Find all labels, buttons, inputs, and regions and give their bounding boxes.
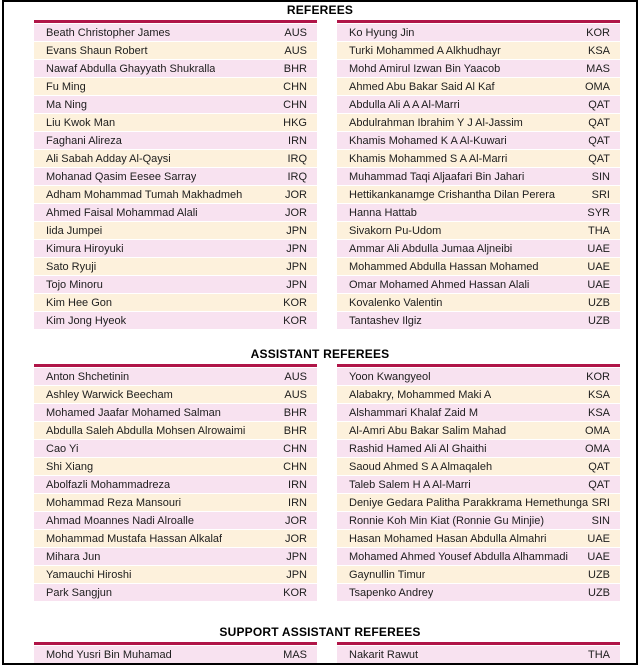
- country-code: UAE: [587, 532, 610, 545]
- table-row: [34, 150, 317, 167]
- assistant-referees-table-right: [337, 364, 620, 601]
- country-code: IRN: [288, 134, 307, 147]
- country-code: JOR: [285, 188, 307, 201]
- table-row: [34, 476, 317, 493]
- table-row: [34, 258, 317, 275]
- table-row: [34, 512, 317, 529]
- referee-name: Rashid Hamed Ali Al Ghaithi: [349, 442, 487, 455]
- country-code: JOR: [285, 206, 307, 219]
- referee-name: Al-Amri Abu Bakar Salim Mahad: [349, 424, 507, 437]
- table-row: [34, 566, 317, 583]
- table-row: [34, 422, 317, 439]
- referee-name: Mohammed Abdulla Hassan Mohamed: [349, 260, 539, 273]
- table-row: [337, 42, 620, 59]
- referee-name: Ammar Ali Abdulla Jumaa Aljneibi: [349, 242, 513, 255]
- table-row: [337, 258, 620, 275]
- country-code: IRQ: [287, 170, 307, 183]
- referee-name: Hasan Mohamed Hasan Abdulla Almahri: [349, 532, 547, 545]
- referee-name: Kimura Hiroyuki: [46, 242, 124, 255]
- referee-name: Alshammari Khalaf Zaid M: [349, 406, 478, 419]
- table-row: [34, 240, 317, 257]
- referee-name: Ko Hyung Jin: [349, 26, 415, 39]
- table-row: [337, 132, 620, 149]
- country-code: THA: [588, 648, 610, 661]
- assistant-referees-table-left: [34, 364, 317, 601]
- country-code: MAS: [586, 62, 610, 75]
- country-code: KOR: [283, 296, 307, 309]
- support-assistant-referees-table-left: [34, 642, 317, 663]
- table-row: [34, 42, 317, 59]
- referees-table-left: [34, 20, 317, 329]
- referee-name: Park Sangjun: [46, 586, 113, 599]
- table-row: [337, 114, 620, 131]
- referee-name: Khamis Mohammed S A Al-Marri: [349, 152, 508, 165]
- country-code: UZB: [588, 296, 610, 309]
- referee-name: Kim Jong Hyeok: [46, 314, 127, 327]
- referee-name: Hanna Hattab: [349, 206, 417, 219]
- country-code: SYR: [587, 206, 610, 219]
- country-code: THA: [588, 224, 610, 237]
- referee-name: Hettikankanamge Crishantha Dilan Perera: [349, 188, 556, 201]
- country-code: CHN: [283, 98, 307, 111]
- table-row: [34, 96, 317, 113]
- section-title: ASSISTANT REFEREES: [250, 347, 390, 361]
- referee-name: Mohamed Ahmed Yousef Abdulla Alhammadi: [349, 550, 568, 563]
- country-code: OMA: [584, 424, 610, 437]
- table-row: [34, 60, 317, 77]
- referee-name: Gaynullin Timur: [349, 568, 426, 581]
- table-row: [34, 530, 317, 547]
- table-row: [34, 204, 317, 221]
- country-code: KOR: [586, 370, 610, 383]
- referee-name: Abdulla Saleh Abdulla Mohsen Alrowaimi: [46, 424, 246, 437]
- country-code: KSA: [587, 406, 610, 419]
- country-code: UAE: [587, 260, 610, 273]
- table-row: [337, 476, 620, 493]
- table-row: [337, 530, 620, 547]
- table-row: [34, 168, 317, 185]
- country-code: HKG: [283, 116, 307, 129]
- country-code: CHN: [283, 442, 307, 455]
- country-code: BHR: [283, 406, 307, 419]
- table-row: [34, 494, 317, 511]
- table-row: [337, 60, 620, 77]
- country-code: SIN: [591, 514, 610, 527]
- section-assistant-referees: [0, 347, 640, 601]
- table-row: [337, 566, 620, 583]
- referee-name: Beath Christopher James: [46, 26, 171, 39]
- country-code: AUS: [284, 388, 307, 401]
- table-row: [337, 368, 620, 385]
- support-assistant-referees-tables: [0, 642, 640, 663]
- referee-name: Tojo Minoru: [46, 278, 103, 291]
- country-code: QAT: [588, 98, 610, 111]
- country-code: JPN: [286, 278, 307, 291]
- country-code: KOR: [283, 314, 307, 327]
- table-row: [34, 78, 317, 95]
- country-code: KOR: [283, 586, 307, 599]
- country-code: UAE: [587, 242, 610, 255]
- country-code: JPN: [286, 260, 307, 273]
- referee-name: Mohd Yusri Bin Muhamad: [46, 648, 172, 661]
- referee-name: Taleb Salem H A Al-Marri: [349, 478, 471, 491]
- country-code: JPN: [286, 224, 307, 237]
- section-title: SUPPORT ASSISTANT REFEREES: [219, 625, 421, 639]
- referee-name: Cao Yi: [46, 442, 79, 455]
- table-row: [34, 312, 317, 329]
- table-row: [34, 646, 317, 663]
- referee-name: Omar Mohamed Ahmed Hassan Alali: [349, 278, 530, 291]
- table-row: [337, 512, 620, 529]
- referee-name: Ahmed Faisal Mohammad Alali: [46, 206, 198, 219]
- country-code: JPN: [286, 550, 307, 563]
- referee-name: Adham Mohammad Tumah Makhadmeh: [46, 188, 243, 201]
- country-code: BHR: [283, 424, 307, 437]
- referees-table-right: [337, 20, 620, 329]
- referee-name: Mohd Amirul Izwan Bin Yaacob: [349, 62, 501, 75]
- table-row: [34, 132, 317, 149]
- referee-name: Khamis Mohamed K A Al-Kuwari: [349, 134, 507, 147]
- country-code: UAE: [587, 278, 610, 291]
- referee-name: Abdulla Ali A A Al-Marri: [349, 98, 460, 111]
- table-row: [337, 422, 620, 439]
- referee-name: Sivakorn Pu-Udom: [349, 224, 442, 237]
- table-row: [337, 584, 620, 601]
- table-row: [34, 276, 317, 293]
- country-code: IRN: [288, 496, 307, 509]
- table-row: [337, 222, 620, 239]
- country-code: UZB: [588, 586, 610, 599]
- country-code: JOR: [285, 514, 307, 527]
- country-code: QAT: [588, 478, 610, 491]
- referee-name: Tantashev Ilgiz: [349, 314, 422, 327]
- table-row: [337, 548, 620, 565]
- support-assistant-referees-table-right: [337, 642, 620, 663]
- referee-name: Fu Ming: [46, 80, 86, 93]
- referee-name: Ashley Warwick Beecham: [46, 388, 173, 401]
- assistant-referees-tables: [0, 364, 640, 601]
- referee-name: Yoon Kwangyeol: [349, 370, 431, 383]
- referee-name: Tsapenko Andrey: [349, 586, 434, 599]
- table-row: [34, 548, 317, 565]
- referee-name: Ahmad Moannes Nadi Alroalle: [46, 514, 194, 527]
- table-row: [34, 114, 317, 131]
- country-code: JOR: [285, 532, 307, 545]
- referee-name: Mihara Jun: [46, 550, 101, 563]
- country-code: AUS: [284, 370, 307, 383]
- referee-name: Shi Xiang: [46, 460, 94, 473]
- table-row: [34, 458, 317, 475]
- referee-name: Mohanad Qasim Eesee Sarray: [46, 170, 197, 183]
- country-code: JPN: [286, 242, 307, 255]
- country-code: JPN: [286, 568, 307, 581]
- referee-name: Ma Ning: [46, 98, 87, 111]
- country-code: CHN: [283, 80, 307, 93]
- referee-name: Kovalenko Valentin: [349, 296, 443, 309]
- country-code: IRN: [288, 478, 307, 491]
- referee-name: Turki Mohammed A Alkhudhayr: [349, 44, 501, 57]
- country-code: UZB: [588, 568, 610, 581]
- table-row: [337, 458, 620, 475]
- country-code: SIN: [591, 170, 610, 183]
- referee-name: Ahmed Abu Bakar Said Al Kaf: [349, 80, 495, 93]
- country-code: KSA: [587, 388, 610, 401]
- table-row: [34, 404, 317, 421]
- table-row: [337, 168, 620, 185]
- country-code: IRQ: [287, 152, 307, 165]
- referee-name: Kim Hee Gon: [46, 296, 113, 309]
- country-code: MAS: [283, 648, 307, 661]
- table-row: [337, 294, 620, 311]
- referee-name: Sato Ryuji: [46, 260, 97, 273]
- table-row: [34, 222, 317, 239]
- table-row: [34, 440, 317, 457]
- country-code: AUS: [284, 44, 307, 57]
- referee-name: Evans Shaun Robert: [46, 44, 148, 57]
- referee-name: Mohamed Jaafar Mohamed Salman: [46, 406, 221, 419]
- table-row: [34, 368, 317, 385]
- country-code: CHN: [283, 460, 307, 473]
- referee-name: Mohammad Mustafa Hassan Alkalaf: [46, 532, 223, 545]
- referee-name: Alabakry, Mohammed Maki A: [349, 388, 492, 401]
- table-row: [34, 294, 317, 311]
- table-row: [337, 276, 620, 293]
- table-row: [337, 96, 620, 113]
- referee-name: Ali Sabah Adday Al-Qaysi: [46, 152, 171, 165]
- country-code: AUS: [284, 26, 307, 39]
- table-row: [34, 386, 317, 403]
- table-row: [337, 186, 620, 203]
- referee-name: Nawaf Abdulla Ghayyath Shukralla: [46, 62, 216, 75]
- table-row: [337, 204, 620, 221]
- country-code: KOR: [586, 26, 610, 39]
- section-title: REFEREES: [286, 3, 354, 17]
- table-row: [337, 24, 620, 41]
- country-code: SRI: [591, 496, 610, 509]
- section-referees: [0, 3, 640, 329]
- referee-name: Nakarit Rawut: [349, 648, 419, 661]
- table-row: [337, 440, 620, 457]
- table-row: [337, 386, 620, 403]
- referee-name: Faghani Alireza: [46, 134, 122, 147]
- table-row: [337, 404, 620, 421]
- referee-name: Abolfazli Mohammadreza: [46, 478, 171, 491]
- country-code: UZB: [588, 314, 610, 327]
- referee-name: Mohammad Reza Mansouri: [46, 496, 182, 509]
- referee-name: Anton Shchetinin: [46, 370, 130, 383]
- table-row: [34, 186, 317, 203]
- country-code: QAT: [588, 116, 610, 129]
- table-row: [337, 240, 620, 257]
- country-code: OMA: [584, 442, 610, 455]
- country-code: SRI: [591, 188, 610, 201]
- country-code: QAT: [588, 134, 610, 147]
- referee-name: Liu Kwok Man: [46, 116, 116, 129]
- section-support-assistant-referees: [0, 625, 640, 663]
- referee-name: Deniye Gedara Palitha Parakkrama Hemethunga: [349, 496, 589, 509]
- referee-name: Saoud Ahmed S A Almaqaleh: [349, 460, 493, 473]
- table-row: [337, 150, 620, 167]
- country-code: OMA: [584, 80, 610, 93]
- referees-tables: [0, 20, 640, 329]
- referee-name: Yamauchi Hiroshi: [46, 568, 132, 581]
- referee-name: Abdulrahman Ibrahim Y J Al-Jassim: [349, 116, 523, 129]
- table-row: [337, 312, 620, 329]
- table-row: [34, 584, 317, 601]
- country-code: QAT: [588, 460, 610, 473]
- referee-name: Ronnie Koh Min Kiat (Ronnie Gu Minjie): [349, 514, 545, 527]
- country-code: QAT: [588, 152, 610, 165]
- country-code: UAE: [587, 550, 610, 563]
- table-row: [337, 646, 620, 663]
- country-code: BHR: [283, 62, 307, 75]
- table-row: [34, 24, 317, 41]
- country-code: KSA: [587, 44, 610, 57]
- table-row: [337, 78, 620, 95]
- referee-name: Iida Jumpei: [46, 224, 103, 237]
- table-row: [337, 494, 620, 511]
- referee-name: Muhammad Taqi Aljaafari Bin Jahari: [349, 170, 525, 183]
